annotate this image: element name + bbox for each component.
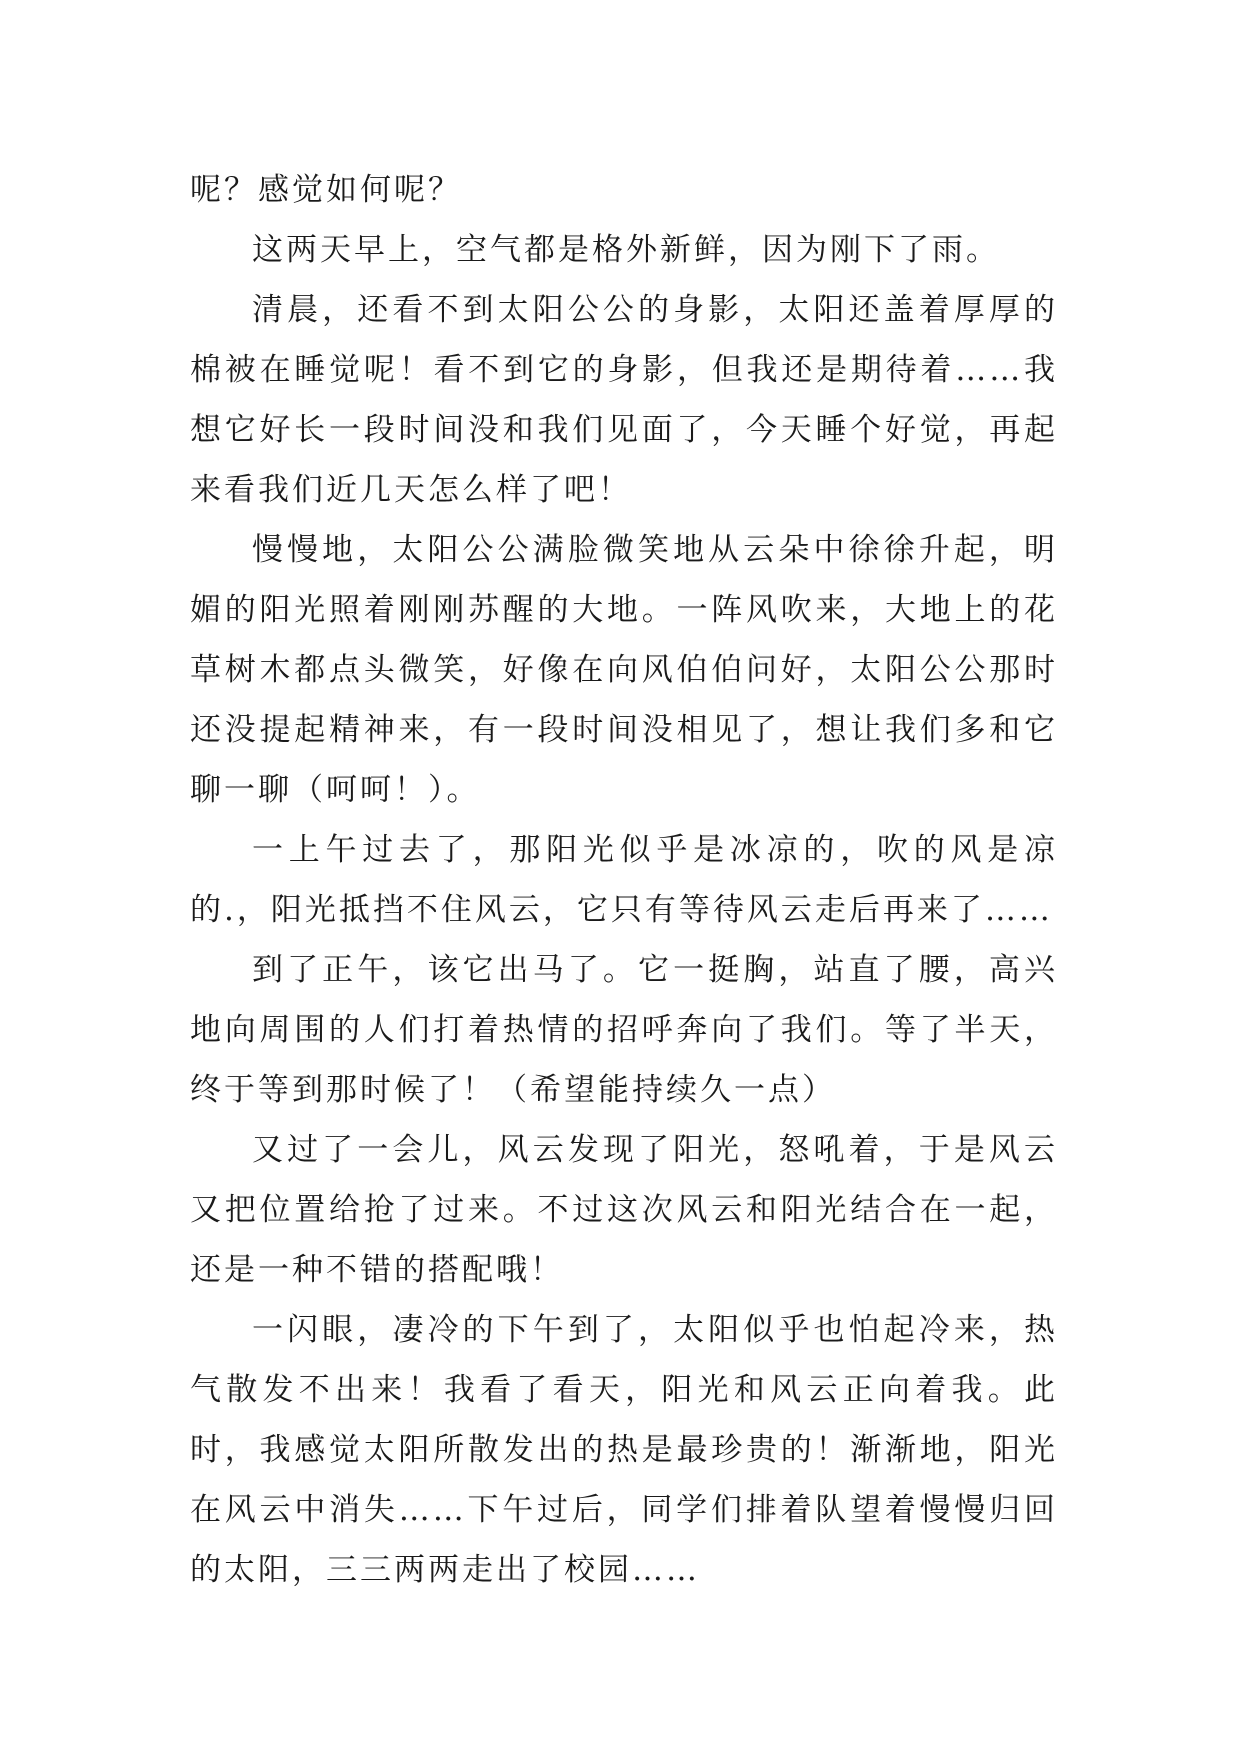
paragraph-6: 到了正午，该它出马了。它一挺胸，站直了腰，高兴地向周围的人们打着热情的招呼奔向了我们。等了半天，终于等到那时候了！（希望能持续久一点） [190,952,1058,1108]
paragraph-5: 一上午过去了，那阳光似乎是冰凉的，吹的风是凉的.，阳光抵挡不住风云，它只有等待风云走后再来了…… [190,832,1058,928]
paragraph-8: 一闪眼，凄冷的下午到了，太阳似乎也怕起冷来，热气散发不出来！我看了看天，阳光和风云正向着我。此时，我感觉太阳所散发出的热是最珍贵的！渐渐地，阳光在风云中消失……下午过后，同学们排着队望着慢慢归回的太阳，三三两两走出了校园…… [190,1312,1058,1588]
paragraph-3: 清晨，还看不到太阳公公的身影，太阳还盖着厚厚的棉被在睡觉呢！看不到它的身影，但我还是期待着……我想它好长一段时间没和我们见面了，今天睡个好觉，再起来看我们近几天怎么样了吧！ [190,292,1058,508]
paragraph-1: 呢？感觉如何呢？ [190,172,462,208]
paragraph-7: 又过了一会儿，风云发现了阳光，怒吼着，于是风云又把位置给抢了过来。不过这次风云和阳光结合在一起，还是一种不错的搭配哦！ [190,1132,1058,1288]
paragraph-2: 这两天早上，空气都是格外新鲜，因为刚下了雨。 [252,232,1000,268]
paragraph-4: 慢慢地，太阳公公满脸微笑地从云朵中徐徐升起，明媚的阳光照着刚刚苏醒的大地。一阵风吹来，大地上的花草树木都点头微笑，好像在向风伯伯问好，太阳公公那时还没提起精神来，有一段时间没相见了，想让我们多和它聊一聊（呵呵！）。 [190,532,1058,808]
document-body [190,160,1058,1600]
